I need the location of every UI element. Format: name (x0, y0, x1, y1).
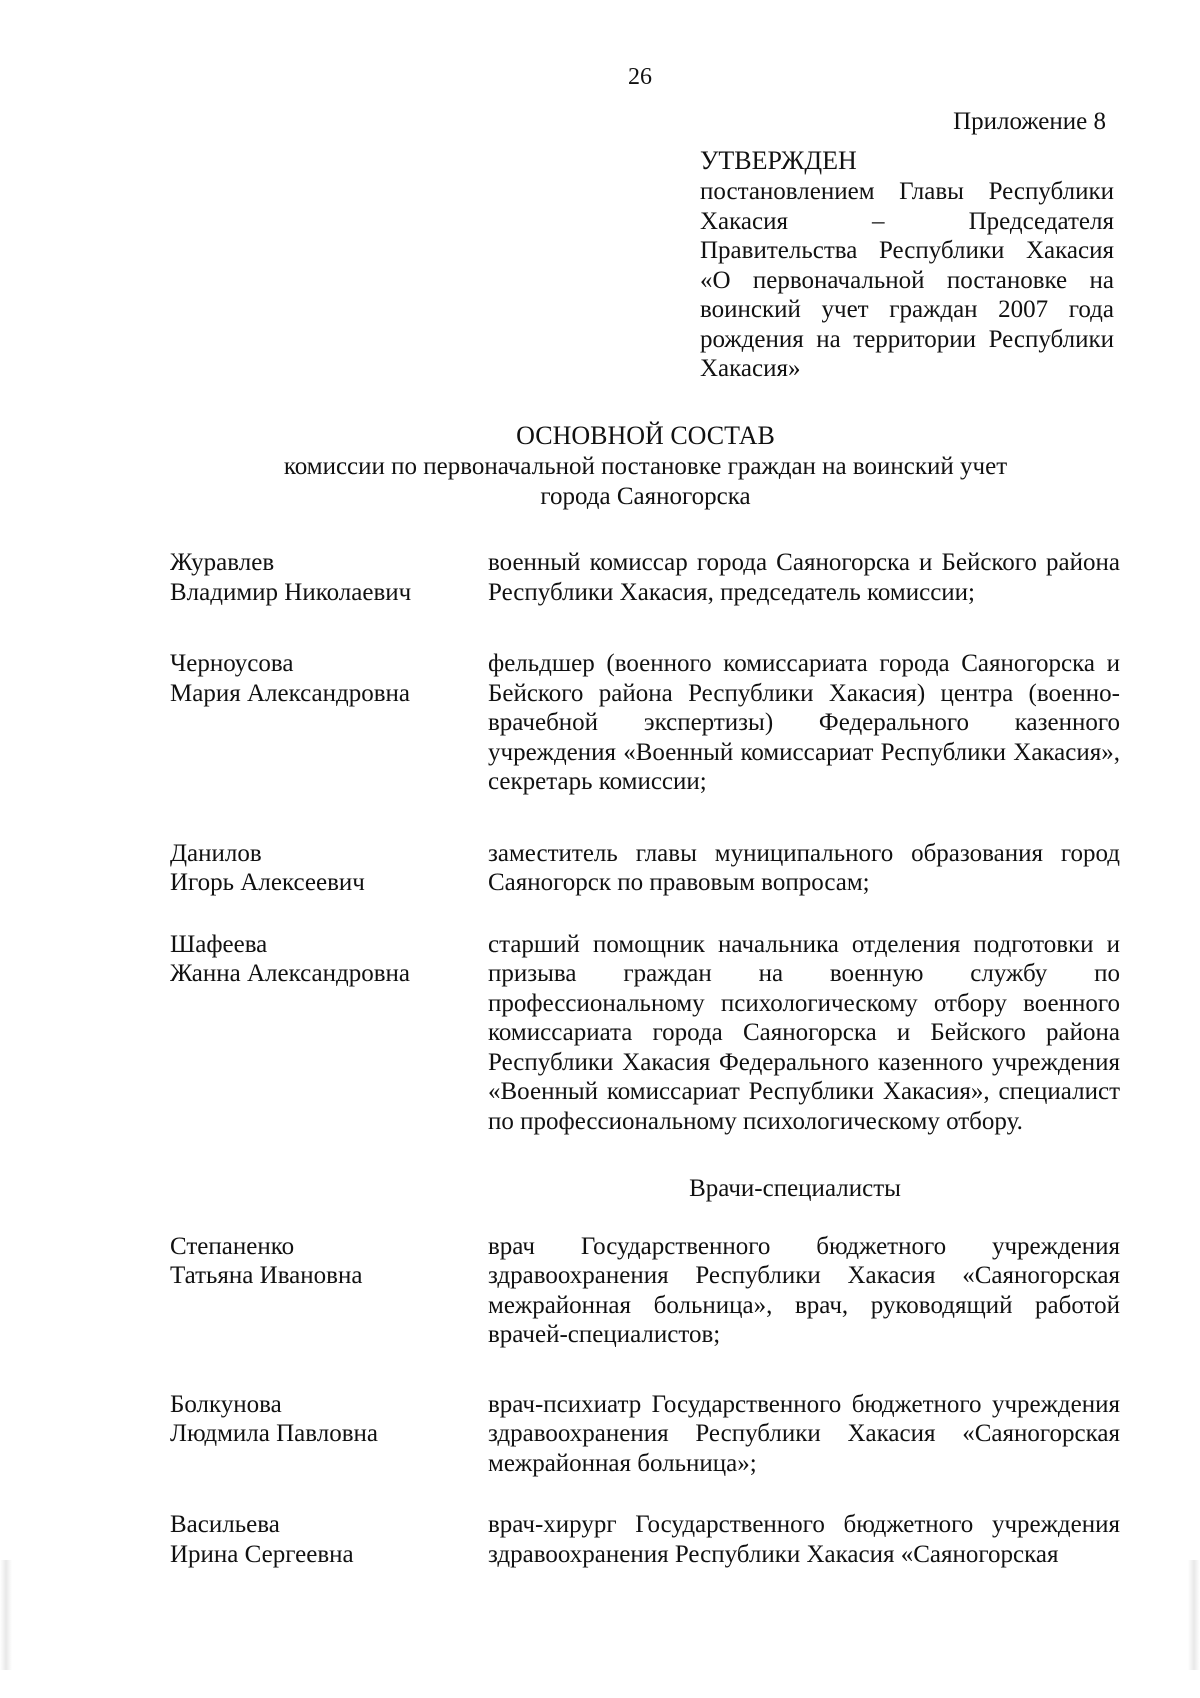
member-surname: Данилов (170, 839, 262, 867)
doctor-name (170, 1510, 488, 1569)
member-given-name: Игорь Алексеевич (170, 869, 365, 896)
member-row (170, 839, 1120, 898)
doctor-surname: Васильева (170, 1511, 280, 1538)
member-row (170, 649, 1120, 797)
members-list (170, 548, 1120, 1569)
doctor-row (170, 1232, 1120, 1350)
approval-title: УТВЕРЖДЕН (700, 146, 857, 175)
doctor-role: врач-хирург Государственного бюджетного учреждения здравоохранения Республики Хакасия «Саяногорская (488, 1511, 1120, 1568)
appendix-label: Приложение 8 (953, 108, 1106, 135)
member-name (170, 930, 488, 1137)
doctor-given-name: Ирина Сергеевна (170, 1540, 354, 1568)
doctor-surname: Степаненко (170, 1232, 295, 1260)
member-row (170, 548, 1120, 607)
member-row (170, 930, 1120, 1137)
heading-title: ОСНОВНОЙ СОСТАВ (516, 421, 775, 450)
doctor-role: врач-психиатр Государственного бюджетного учреждения здравоохранения Республики Хакасия «Саяногорская межрайонная больница»; (488, 1390, 1120, 1477)
doctor-name (170, 1232, 488, 1350)
member-surname: Шафеева (170, 930, 268, 958)
member-given-name: Мария Александровна (170, 679, 410, 707)
doctor-role: врач Государственного бюджетного учреждения здравоохранения Республики Хакасия «Саяногорская межрайонная больница», врач, руководящий работой врачей-специалистов; (488, 1232, 1120, 1348)
approval-text: постановлением Главы Республики Хакасия – Председателя Правительства Республики Хакасия «О первоначальной постановке на воинский учет граждан 2007 года рождения на территории Республики Хакасия» (700, 178, 1114, 382)
member-role: старший помощник начальника отделения подготовки и призыва граждан на военную службу по профессиональному психологическому отбору военного комиссариата города Саяногорска и Бейского района Республики Хакасия Федерального казенного учреждения «Военный комиссариат Республики Хакасия», специалист по профессиональному психологическому отбору. (488, 930, 1120, 1135)
doctor-name (170, 1390, 488, 1479)
doctor-given-name: Татьяна Ивановна (170, 1262, 363, 1289)
approval-block (700, 145, 1114, 384)
heading-line-2: города Саяногорска (540, 482, 751, 510)
member-given-name: Жанна Александровна (170, 960, 411, 987)
member-role: фельдшер (военного комиссариата города Саяногорска и Бейского района Республики Хакасия) центра (военно-врачебной экспертизы) Федерального казенного учреждения «Военный комиссариат Республики Хакасия», секретарь комиссии; (488, 650, 1120, 795)
member-role: заместитель главы муниципального образования город Саяногорск по правовым вопросам; (488, 839, 1120, 896)
scan-edge-left (0, 1560, 12, 1670)
document-heading (0, 420, 1200, 511)
member-name (170, 548, 488, 607)
page-number: 26 (628, 64, 652, 90)
doctor-row (170, 1510, 1120, 1569)
member-surname: Журавлев (170, 549, 275, 576)
doctor-surname: Болкунова (170, 1390, 282, 1418)
section-label-doctors: Врачи-специалисты (689, 1175, 901, 1202)
member-name (170, 839, 488, 898)
heading-line-1: комиссии по первоначальной постановке граждан на воинский учет (283, 453, 1008, 480)
member-surname: Черноусова (170, 650, 294, 677)
member-name (170, 649, 488, 797)
doctor-row (170, 1390, 1120, 1479)
member-role: военный комиссар города Саяногорска и Бейского района Республики Хакасия, председатель комиссии; (488, 549, 1120, 606)
doctor-given-name: Людмила Павловна (170, 1420, 378, 1447)
scan-edge-right (1188, 1560, 1200, 1670)
member-given-name: Владимир Николаевич (170, 578, 412, 606)
